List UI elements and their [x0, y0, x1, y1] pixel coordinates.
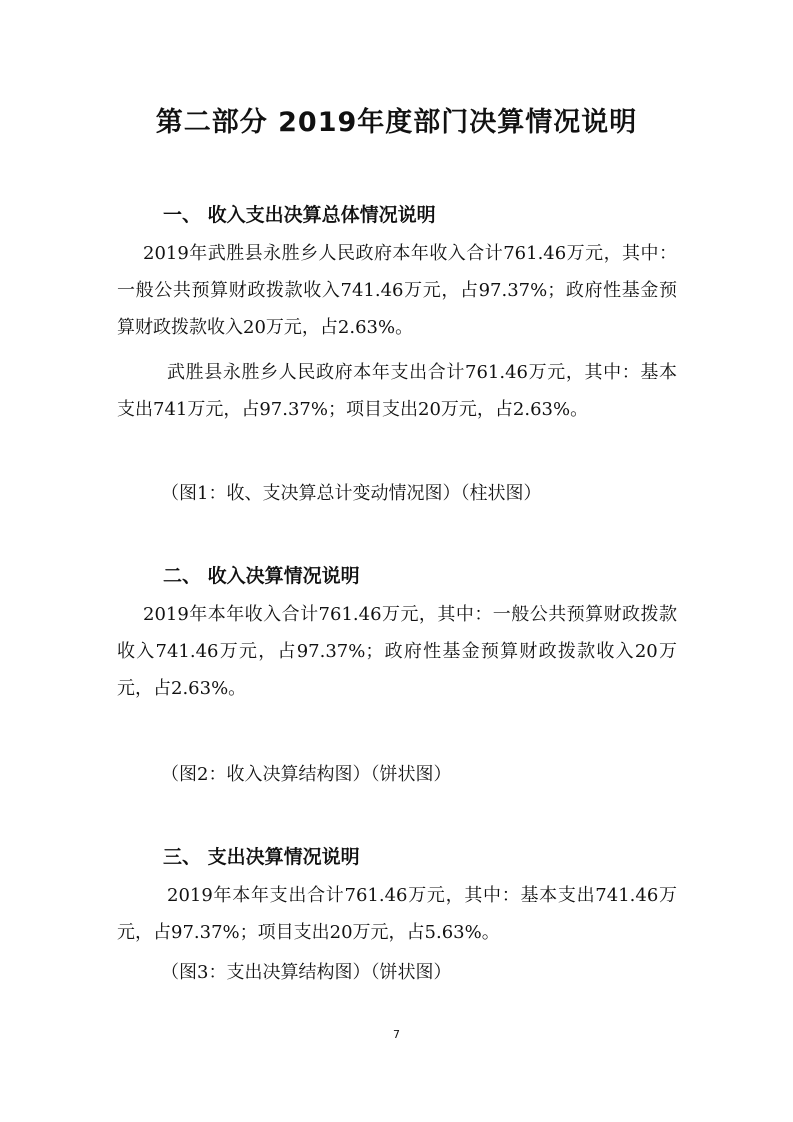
- figure-3-caption: （图3：支出决算结构图）（饼状图）: [161, 962, 452, 983]
- section-1-paragraph-2: 武胜县永胜乡人民政府本年支出合计761.46万元，其中：基本支出741万元，占97.37%；项目支出20万元，占2.63%。: [117, 362, 677, 420]
- figure-1-caption: （图1：收、支决算总计变动情况图）（柱状图）: [161, 483, 542, 504]
- section-3-paragraph: 2019年本年支出合计761.46万元，其中：基本支出741.46万元，占97.37%；项目支出20万元，占5.63%。: [117, 885, 677, 943]
- figure-2-caption: （图2：收入决算结构图）（饼状图）: [161, 764, 452, 785]
- page-title: 第二部分 2019年度部门决算情况说明: [155, 107, 638, 138]
- section-2-heading: 二、 收入决算情况说明: [163, 565, 360, 587]
- section-2-paragraph: 2019年本年收入合计761.46万元，其中：一般公共预算财政拨款收入741.46万元，占97.37%；政府性基金预算财政拨款收入20万元，占2.63%。: [117, 604, 677, 699]
- section-1-heading: 一、 收入支出决算总体情况说明: [163, 204, 436, 226]
- page-number: 7: [393, 1028, 400, 1041]
- section-1-paragraph-1: 2019年武胜县永胜乡人民政府本年收入合计761.46万元，其中：一般公共预算财政拨款收入741.46万元，占97.37%；政府性基金预算财政拨款收入20万元，占2.63%。: [117, 243, 677, 338]
- section-3-heading: 三、 支出决算情况说明: [163, 846, 360, 868]
